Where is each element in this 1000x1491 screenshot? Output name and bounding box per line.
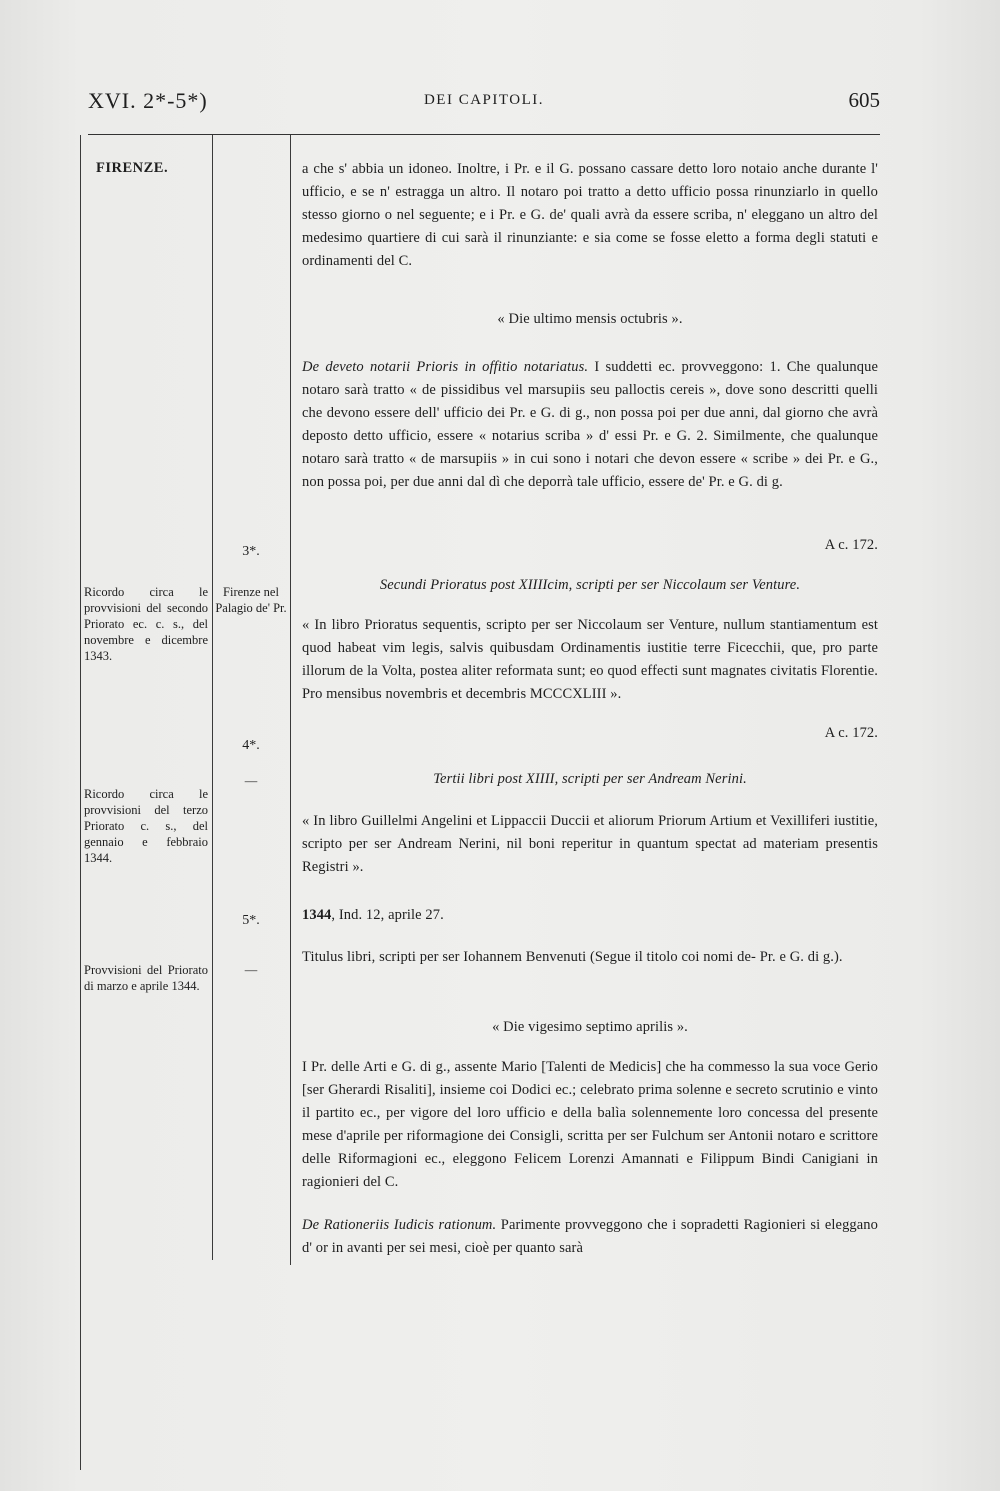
citation-2: A c. 172. <box>824 725 878 741</box>
paragraph-second-priorate: « In libro Prioratus sequentis, scripto per ser Niccolaum ser Venture, nullum stantiamentum est quod habeat vim legis, salvis quibusdam Ordinamentis iustitie terre Ficecchii, que, pro parte illorum de la Volta, postea aliter reformata sunt; eo quod effecti sunt magnates civitatis Florentie. Pro mensibus novembris et decembris MCCCXLIII ». <box>302 617 878 702</box>
margin-region-label: FIRENZE. <box>96 160 169 176</box>
place-note-3: — <box>244 963 258 977</box>
page-number: 605 <box>848 88 880 112</box>
heading-secundi-prioratus: Secundi Prioratus post XIIIIcim, scripti per ser Niccolaum ser Venture. <box>379 577 801 593</box>
paragraph-election: I Pr. delle Arti e G. di g., assente Mario [Talenti de Medicis] che ha commesso la sua voce Gerio [ser Gherardi Risaliti], insieme coi Dodici ec.; celebrato prima solenne e secreto scrutinio e vinto il partito ec., per vigore del loro ufficio e della balìa solennemente loro concessa del presente mese d'aprile per riformagione dei Consigli, scritta per ser Fulchum ser Antonii notaro e scrittore delle Riformagioni ec., eleggono Felicem Lorenzi Amannati e Filippum Bindi Canigiani in ragionieri del C. <box>302 1059 878 1190</box>
column-divider-right <box>290 135 291 1265</box>
column-divider-left <box>80 135 81 1470</box>
date-line-april: « Die vigesimo septimo aprilis ». <box>492 1019 688 1035</box>
paragraph-deveto: De deveto notarii Prioris in offitio notariatus. I suddetti ec. provveggono: 1. Che qualunque notaro sarà tratto « de pissidibus vel marsupiis seu palloctis cereis », dove sono descritti quelli che devono essere dell' ufficio dei Pr. e G. di g., non possa poi per due anni, dal giorno che avrà deposto detto ufficio, essere « notarius scriba » d' essi Pr. e G. 2. Similmente, che qualunque notaro sarà tratto « de marsupiis » in cui sono i notari che devon essere « scribe » dei Pr. e G., non possa poi, per due anni dal dì che deporrà tale ufficio, essere de' Pr. e G. di g. <box>302 359 878 490</box>
dated-entry-heading: 1344, Ind. 12, aprile 27. <box>302 907 444 923</box>
margin-note-1: Ricordo circa le provvisioni del secondo Priorato ec. c. s., del novembre e dicembre 1343. <box>84 585 208 663</box>
entry-number-4: 4*. <box>242 738 260 753</box>
running-head <box>88 88 880 118</box>
date-line-october: « Die ultimo mensis octubris ». <box>497 311 683 327</box>
paragraph-notary-resignation: a che s' abbia un idoneo. Inoltre, i Pr. e il G. possano cassare detto loro notaio anche durante l' ufficio, e se n' estragga un altro. Il notaro poi tratto a detto ufficio possa rinunziarlo in quello stesso giorno o nel seguente; e i Pr. e G. de' quali avrà da essere scriba, n' eleggano un altro del medesimo quartiere di cui sarà il rinunziante: e sia come se fosse eletto a forma degli statuti e ordinamenti del C. <box>302 161 878 269</box>
paragraph-rationeriis: De Rationeriis Iudicis rationum. Parimente provveggono che i sopradetti Ragionieri si eleggano d' or in avanti per sei mesi, cioè per quanto sarà <box>302 1217 879 1256</box>
running-title: DEI CAPITOLI. <box>423 92 545 108</box>
entry-number-3: 3*. <box>242 544 260 559</box>
heading-tertii-libri: Tertii libri post XIIII, scripti per ser Andream Nerini. <box>433 771 747 787</box>
entry-year: 1344 <box>302 907 332 923</box>
entry-number-5: 5*. <box>242 913 260 928</box>
citation-1: A c. 172. <box>824 537 878 553</box>
column-divider-middle <box>212 135 213 1260</box>
margin-note-3: Provvisioni del Priorato di marzo e aprile 1344. <box>84 963 208 993</box>
rubric-rationeriis: De Rationeriis Iudicis rationum. <box>302 1217 497 1233</box>
paragraph-titulus: Titulus libri, scripti per ser Iohannem Benvenuti (Segue il titolo coi nomi de- Pr. e G. di g.). <box>302 949 843 965</box>
header-rule <box>88 134 880 135</box>
paragraph-third-priorate: « In libro Guillelmi Angelini et Lippaccii Duccii et aliorum Priorum Artium et Vexilliferi iustitie, scripto per ser Andream Nerini, nil boni reperitur in quantum spectat ad materiam presentis Registri ». <box>302 813 878 875</box>
rubric-deveto: De deveto notarii Prioris in offitio notariatus. <box>302 359 589 375</box>
section-reference: XVI. 2*-5*) <box>88 88 208 113</box>
margin-note-2: Ricordo circa le provvisioni del terzo Priorato c. s., del gennaio e febbraio 1344. <box>84 787 208 865</box>
place-note-1: Firenze nel Palagio de' Pr. <box>215 585 287 615</box>
place-note-2: — <box>244 774 258 788</box>
